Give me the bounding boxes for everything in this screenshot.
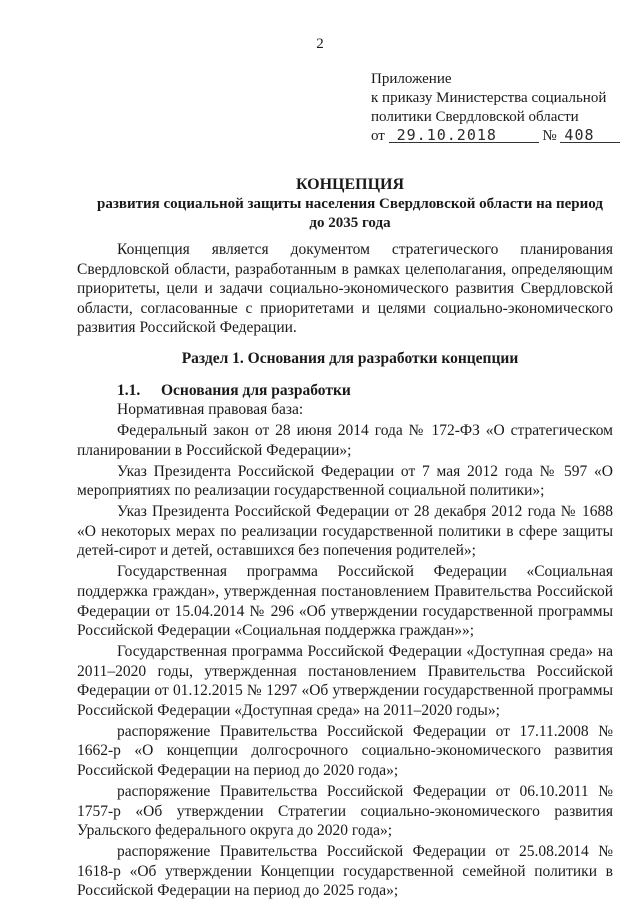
intro-paragraph	[77, 240, 613, 338]
list-item: Государственная программа Российской Федерации «Социальная поддержка граждан», утвержденная постановлением Правительства Российской Федерации от 15.04.2014 № 296 «Об утверждении государственной программы Российской Федерации «Социальная поддержка граждан»»;	[77, 563, 613, 640]
intro-text: Концепция является документом стратегического планирования Свердловской области, разработанным в рамках целеполагания, определяющим приоритеты, цели и задачи социально-экономического развития Свердловской области, согласованные с приоритетами и целями социально-экономического развития Российской Федерации.	[77, 241, 613, 337]
page-number: 2	[316, 36, 324, 52]
list-item: Указ Президента Российской Федерации от 7 мая 2012 года № 597 «О мероприятиях по реализации государственной социальной политики»;	[77, 462, 613, 500]
subsection-number: 1.1.	[117, 382, 141, 399]
handwritten-date: 29.10.2018	[389, 128, 539, 143]
legal-base-heading: Нормативная правовая база:	[117, 401, 304, 418]
appendix-date-line	[371, 127, 620, 146]
legal-base-list	[77, 400, 613, 902]
section-heading: Раздел 1. Основания для разработки концепции	[181, 350, 519, 367]
appendix-line-3: политики Свердловской области	[371, 109, 579, 125]
date-prefix: от	[371, 128, 385, 144]
subsection-title: Основания для разработки	[161, 382, 351, 399]
list-item: распоряжение Правительства Российской Федерации от 17.11.2008 № 1662-р «О концепции долгосрочного социально-экономического развития Российской Федерации на период до 2020 года»;	[77, 722, 613, 780]
list-item: Государственная программа Российской Федерации «Доступная среда» на 2011–2020 годы, утвержденная постановлением Правительства Российской Федерации от 01.12.2015 № 1297 «Об утверждении государственной программы Российской Федерации «Доступная среда» на 2011–2020 годы»;	[77, 643, 613, 719]
list-item: распоряжение Правительства Российской Федерации от 25.08.2014 № 1618-р «Об утверждении Концепции государственной семейной политики в Российской Федерации на период до 2025 года»;	[77, 843, 613, 900]
list-item: Федеральный закон от 28 июня 2014 года № 172-ФЗ «О стратегическом планировании в Российской Федерации»;	[77, 421, 613, 459]
appendix-block	[371, 70, 620, 146]
list-item: распоряжение Правительства Российской Федерации от 06.10.2011 № 1757-р «Об утверждении Стратегии социально-экономического развития Уральского федерального округа до 2020 года»;	[77, 783, 613, 840]
appendix-line-1: Приложение	[371, 71, 452, 87]
document-subtitle: развития социальной защиты населения Свердловской области на период до 2035 года	[97, 196, 603, 231]
document-title: КОНЦЕПЦИЯ	[295, 176, 405, 193]
subsection-heading	[117, 382, 351, 400]
appendix-line-2: к приказу Министерства социальной	[371, 90, 607, 106]
handwritten-number: 408	[560, 128, 620, 143]
number-prefix: №	[542, 128, 557, 144]
list-item: Указ Президента Российской Федерации от 28 декабря 2012 года № 1688 «О некоторых мерах по реализации государственной политики в сфере защиты детей-сирот и детей, оставшихся без попечения родителей»;	[77, 503, 613, 560]
